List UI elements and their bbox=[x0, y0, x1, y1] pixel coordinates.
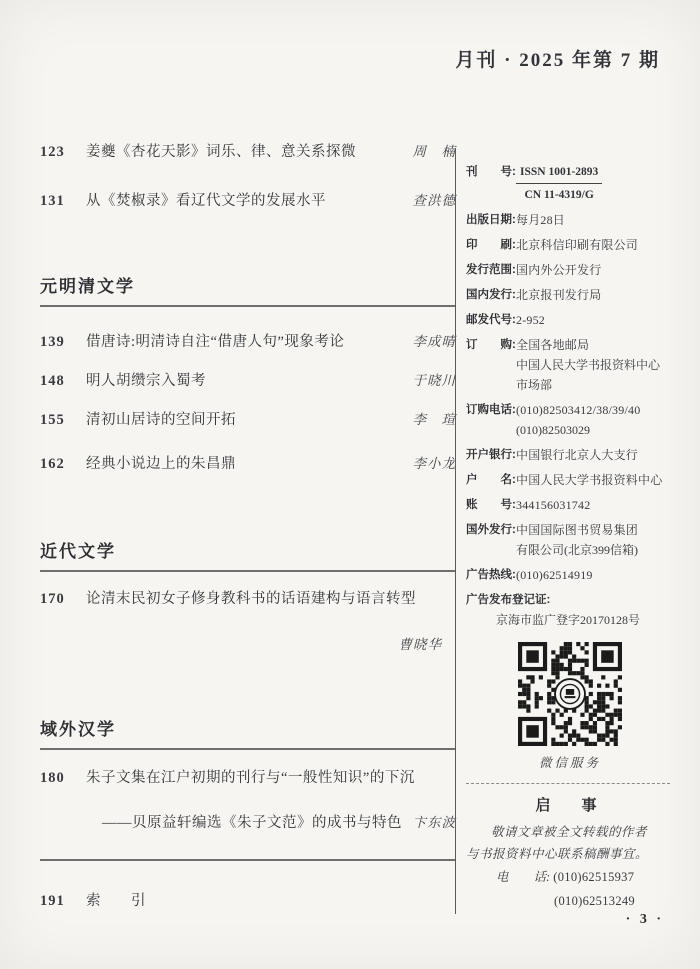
notice-phone-row bbox=[466, 865, 674, 889]
pubinfo-value: (010)82503412/38/39/40 bbox=[516, 403, 641, 417]
phone-number: (010)62513249 bbox=[554, 894, 635, 908]
toc-entry bbox=[40, 453, 456, 475]
entry-title: 姜夔《杏花天影》词乐、律、意关系探微 bbox=[86, 144, 356, 160]
pubinfo-row bbox=[466, 565, 674, 585]
entry-title: 借唐诗:明清诗自注“借唐人句”现象考论 bbox=[86, 334, 345, 350]
notice-block bbox=[466, 794, 674, 913]
pubinfo-label: 户 名: bbox=[466, 474, 516, 486]
pubinfo-label: 出版日期: bbox=[466, 214, 516, 226]
pubinfo-row bbox=[466, 310, 674, 330]
pubinfo-label: 广告热线: bbox=[466, 569, 516, 581]
entry-author: 于晓川 bbox=[412, 373, 456, 388]
section-heading-jindai: 近代文学 bbox=[40, 537, 456, 572]
pubinfo-label: 国外发行: bbox=[466, 524, 516, 536]
pubinfo-value: (010)62514919 bbox=[516, 568, 593, 582]
entry-page-number: 139 bbox=[40, 334, 65, 350]
pubinfo-label: 刊 号: bbox=[466, 166, 516, 178]
toc-column bbox=[40, 0, 456, 912]
toc-divider bbox=[40, 859, 456, 861]
section-heading-yuan-ming-qing: 元明清文学 bbox=[40, 272, 456, 307]
entry-title: 从《焚椒录》看辽代文学的发展水平 bbox=[86, 193, 326, 209]
phone-number: (010)62515937 bbox=[553, 870, 635, 884]
pubinfo-label: 账 号: bbox=[466, 499, 516, 511]
toc-entry bbox=[40, 768, 456, 789]
pubinfo-row-issn bbox=[466, 162, 674, 205]
entry-author: 李 瑄 bbox=[412, 412, 456, 427]
entry-subtitle: ——贝原益轩编选《朱子文范》的成书与特色 bbox=[102, 815, 402, 831]
pubinfo-row bbox=[466, 445, 674, 465]
pubinfo-value: 每月28日 bbox=[516, 213, 566, 227]
entry-page-number: 155 bbox=[40, 412, 65, 428]
qr-caption: 微信服务 bbox=[538, 756, 601, 770]
pubinfo-label: 印 刷: bbox=[466, 239, 516, 251]
pubinfo-row bbox=[466, 495, 674, 515]
toc-entry bbox=[40, 409, 456, 431]
pubinfo-value: 国内外公开发行 bbox=[516, 263, 602, 277]
toc-entry bbox=[40, 331, 456, 353]
pubinfo-value: 全国各地邮局 bbox=[516, 338, 590, 352]
entry-author: 周 楠 bbox=[412, 144, 456, 159]
phone-label: 电 话: bbox=[496, 870, 551, 884]
pubinfo-row bbox=[466, 235, 674, 255]
entry-title: 索 引 bbox=[86, 893, 146, 909]
issue-header: 月刊 · 2025 年第 7 期 bbox=[455, 50, 660, 71]
pubinfo-row bbox=[466, 520, 674, 560]
entry-title: 朱子文集在江户初期的刊行与“一般性知识”的下沉 bbox=[86, 770, 415, 786]
entry-author: 李成晴 bbox=[412, 334, 456, 349]
issn-number: ISSN 1001-2893 bbox=[516, 162, 602, 184]
entry-page-number: 170 bbox=[40, 591, 65, 607]
pubinfo-value: 北京科信印刷有限公司 bbox=[516, 238, 639, 252]
pubinfo-value: (010)82503029 bbox=[516, 423, 590, 437]
pubinfo-label: 广告发布登记证: bbox=[466, 594, 551, 606]
entry-page-number: 162 bbox=[40, 456, 65, 472]
pubinfo-row bbox=[466, 335, 674, 395]
pubinfo-row bbox=[466, 400, 674, 440]
pubinfo-row bbox=[466, 590, 674, 630]
entry-page-number: 123 bbox=[40, 144, 65, 160]
pubinfo-label: 邮发代号: bbox=[466, 314, 516, 326]
entry-author: 查洪德 bbox=[412, 193, 456, 208]
entry-page-number: 148 bbox=[40, 373, 65, 389]
pubinfo-row bbox=[466, 210, 674, 230]
entry-author: 卞东波 bbox=[412, 815, 456, 830]
page-number: · 3 · bbox=[625, 912, 664, 927]
pubinfo-label: 订购电话: bbox=[466, 404, 516, 416]
pubinfo-row bbox=[466, 285, 674, 305]
pubinfo-value: 中国人民大学书报资料中心 bbox=[516, 358, 661, 372]
entry-title: 经典小说边上的朱昌鼎 bbox=[86, 456, 236, 472]
notice-title: 启 事 bbox=[535, 797, 605, 814]
notice-text-line: 与书报资料中心联系稿酬事宜。 bbox=[466, 847, 649, 861]
toc-entry-index bbox=[40, 891, 456, 912]
entry-author: 曹晓华 bbox=[398, 637, 442, 652]
entry-page-number: 131 bbox=[40, 193, 65, 209]
qr-code bbox=[518, 642, 622, 746]
pubinfo-value: 2-952 bbox=[516, 313, 545, 327]
pubinfo-value: 京海市监广登字20170128号 bbox=[496, 613, 641, 627]
pubinfo-value: 有限公司(北京399信箱) bbox=[516, 543, 638, 557]
entry-title: 明人胡缵宗入蜀考 bbox=[86, 373, 206, 389]
toc-entry bbox=[40, 141, 456, 163]
notice-text-line: 敬请文章被全文转载的作者 bbox=[491, 825, 648, 839]
publication-info-column bbox=[455, 148, 674, 914]
cn-number: CN 11-4319/G bbox=[524, 189, 594, 201]
pubinfo-value: 市场部 bbox=[516, 378, 553, 392]
toc-entry-subtitle-row bbox=[40, 812, 456, 834]
entry-page-number: 191 bbox=[40, 893, 65, 909]
dashed-divider bbox=[466, 783, 670, 784]
pubinfo-label: 发行范围: bbox=[466, 264, 516, 276]
entry-page-number: 180 bbox=[40, 770, 65, 786]
toc-entry bbox=[40, 589, 456, 610]
qr-code-icon bbox=[518, 642, 622, 746]
pubinfo-label: 国内发行: bbox=[466, 289, 516, 301]
pubinfo-row bbox=[466, 260, 674, 280]
entry-author: 李小龙 bbox=[412, 456, 456, 471]
toc-entry bbox=[40, 370, 456, 392]
section-heading-yuwai: 域外汉学 bbox=[40, 715, 456, 750]
entry-title: 清初山居诗的空间开拓 bbox=[86, 412, 236, 428]
pubinfo-value: 北京报刊发行局 bbox=[516, 288, 602, 302]
pubinfo-value: 中国银行北京人大支行 bbox=[516, 448, 639, 462]
pubinfo-label: 开户银行: bbox=[466, 449, 516, 461]
pubinfo-value: 344156031742 bbox=[516, 498, 591, 512]
pubinfo-value: 中国人民大学书报资料中心 bbox=[516, 473, 663, 487]
pubinfo-row bbox=[466, 470, 674, 490]
entry-title: 论清末民初女子修身教科书的话语建构与语言转型 bbox=[86, 591, 416, 607]
pubinfo-label: 订 购: bbox=[466, 339, 516, 351]
pubinfo-value: 中国国际图书贸易集团 bbox=[516, 523, 639, 537]
issn-cn-fraction bbox=[516, 162, 602, 205]
toc-entry bbox=[40, 190, 456, 212]
